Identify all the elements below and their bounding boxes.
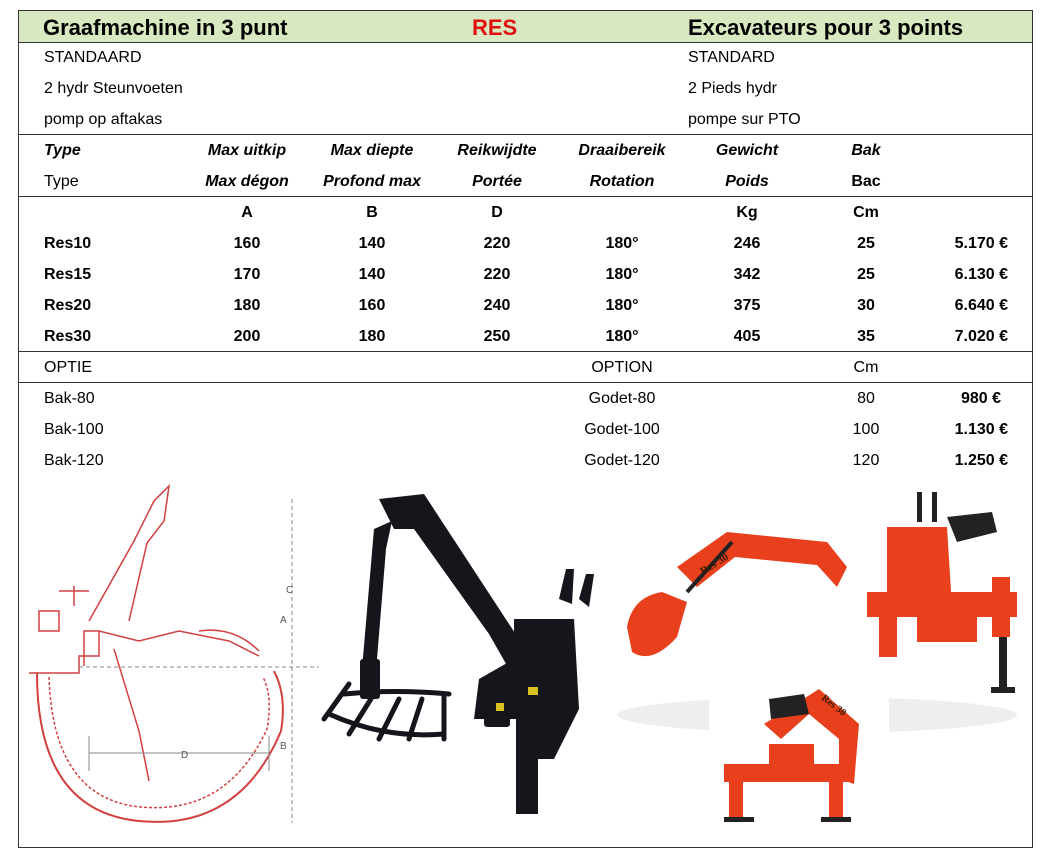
model-weight: 405 [733,328,761,345]
model-type: Res10 [44,235,92,252]
option-nl: Bak-100 [44,421,104,438]
title-model-series: RES [472,15,518,40]
model-price: 7.020 € [954,328,1008,345]
model-d: 240 [483,297,511,314]
model-price: 5.170 € [954,235,1008,252]
model-bucket: 25 [857,235,875,252]
unit-a: A [241,204,253,221]
divider [19,134,1032,135]
options-label-fr: OPTION [591,359,653,376]
model-type: Res15 [44,266,92,283]
dimension-diagram [19,481,319,847]
option-nl: Bak-120 [44,452,104,469]
option-fr: Godet-80 [588,390,656,407]
options-unit: Cm [853,359,879,376]
model-bucket: 25 [857,266,875,283]
divider [19,196,1032,197]
diagram-label-c: C [286,585,294,596]
model-price: 6.130 € [954,266,1008,283]
divider [19,382,1032,383]
col-rotation-nl: Draaibereik [578,142,666,159]
unit-kg: Kg [736,204,758,221]
price-sheet [18,10,1033,848]
model-d: 220 [483,266,511,283]
col-reach-fr: Portée [472,173,522,190]
diagram-label-b: B [280,741,287,752]
intro-fr-standard: STANDARD [688,49,775,66]
divider [19,351,1032,352]
option-price: 1.130 € [954,421,1008,438]
model-type: Res30 [44,328,92,345]
model-a: 180 [233,297,261,314]
intro-fr-pump: pompe sur PTO [688,111,801,128]
model-weight: 375 [733,297,761,314]
col-weight-fr: Poids [725,173,769,190]
option-nl: Bak-80 [44,390,95,407]
col-weight-nl: Gewicht [715,142,779,159]
option-size: 80 [857,390,875,407]
model-weight: 246 [733,235,761,252]
model-type: Res20 [44,297,92,314]
red-excavator-label: Res 30 [698,551,731,578]
model-a: 200 [233,328,261,345]
intro-fr-supports: 2 Pieds hydr [688,80,777,97]
model-bucket: 30 [857,297,875,314]
col-dump-height-nl: Max uitkip [207,142,287,159]
col-depth-nl: Max diepte [330,142,414,159]
col-bucket-fr: Bac [851,173,881,190]
option-fr: Godet-100 [584,421,660,438]
col-bucket-nl: Bak [851,142,881,159]
illustrations [19,481,1032,847]
intro-nl-pump: pomp op aftakas [44,111,163,128]
option-size: 100 [852,421,880,438]
title-french: Excavateurs pour 3 points [688,15,964,40]
model-a: 160 [233,235,261,252]
model-rotation: 180° [605,328,639,345]
model-bucket: 35 [857,328,875,345]
option-size: 120 [852,452,880,469]
col-depth-fr: Profond max [323,173,421,190]
model-b: 160 [358,297,386,314]
model-rotation: 180° [605,235,639,252]
unit-cm: Cm [853,204,879,221]
model-b: 180 [358,328,386,345]
col-dump-height-fr: Max dégon [205,173,289,190]
red-excavator-inset-image [709,669,889,829]
title-dutch: Graafmachine in 3 punt [43,15,288,40]
col-reach-nl: Reikwijdte [457,142,537,159]
model-price: 6.640 € [954,297,1008,314]
model-rotation: 180° [605,297,639,314]
model-rotation: 180° [605,266,639,283]
intro-nl-standard: STANDAARD [44,49,142,66]
col-type-fr: Type [44,173,79,190]
unit-d: D [491,204,503,221]
model-weight: 342 [733,266,761,283]
unit-b: B [366,204,378,221]
model-d: 220 [483,235,511,252]
model-d: 250 [483,328,511,345]
option-price: 980 € [960,390,1001,407]
intro-nl-supports: 2 hydr Steunvoeten [44,80,183,97]
model-b: 140 [358,235,386,252]
black-excavator-image [304,489,624,819]
model-b: 140 [358,266,386,283]
diagram-label-d: D [181,750,189,761]
option-fr: Godet-120 [584,452,660,469]
options-label-nl: OPTIE [44,359,93,376]
header-bar [19,11,1032,43]
model-a: 170 [233,266,261,283]
option-price: 1.250 € [954,452,1008,469]
col-rotation-fr: Rotation [589,173,655,190]
red-excavator-inset-label: Res 30 [819,692,849,719]
col-type-nl: Type [44,142,81,159]
diagram-label-a: A [280,615,287,626]
